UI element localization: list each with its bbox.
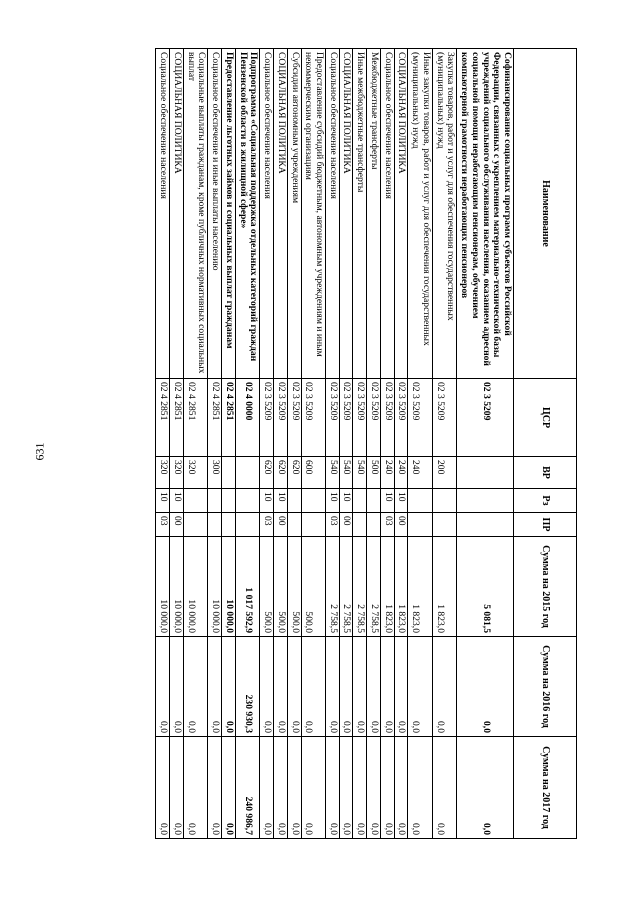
row-sum-2015-cell: 500,0 bbox=[287, 537, 301, 637]
row-vr-cell: 540 bbox=[325, 457, 339, 489]
row-sum-2017-cell: 0,0 bbox=[170, 737, 184, 839]
row-rz-cell bbox=[222, 489, 236, 513]
row-rz-cell bbox=[183, 489, 207, 513]
table-row bbox=[394, 49, 408, 839]
table-row bbox=[367, 49, 381, 839]
row-sum-2016-cell: 0,0 bbox=[325, 637, 339, 737]
row-vr-cell bbox=[222, 457, 236, 489]
row-sum-2017-cell: 0,0 bbox=[208, 737, 222, 839]
row-vr-cell bbox=[457, 457, 514, 489]
row-csr-cell: 02 4 2851 bbox=[156, 379, 170, 457]
row-sum-2016-cell: 0,0 bbox=[156, 637, 170, 737]
row-csr-cell: 02 3 5209 bbox=[432, 379, 456, 457]
row-vr-cell: 320 bbox=[183, 457, 207, 489]
row-pr-cell: 03 bbox=[260, 513, 274, 537]
budget-table bbox=[155, 48, 577, 839]
row-sum-2015-cell: 1 017 592,9 bbox=[235, 537, 259, 637]
row-sum-2016-cell: 230 930,3 bbox=[235, 637, 259, 737]
table-row bbox=[156, 49, 170, 839]
row-sum-2017-cell: 0,0 bbox=[222, 737, 236, 839]
row-vr-cell: 540 bbox=[339, 457, 353, 489]
row-rz-cell bbox=[408, 489, 432, 513]
row-pr-cell: 00 bbox=[274, 513, 288, 537]
row-name-cell: Софинансирование социальных программ субъектов Российской Федерации, связанных с укреплением материально-технической базы учреждений социального обслуживания населения, оказанием адресной социальной помощи неработающим пенсионерам, обучением компьютерной грамотности неработающих пенсионеров bbox=[457, 49, 514, 379]
row-sum-2017-cell: 0,0 bbox=[156, 737, 170, 839]
row-sum-2015-cell: 2 758,5 bbox=[325, 537, 339, 637]
row-csr-cell: 02 3 5209 bbox=[380, 379, 394, 457]
row-sum-2017-cell: 0,0 bbox=[457, 737, 514, 839]
row-rz-cell bbox=[208, 489, 222, 513]
row-rz-cell bbox=[457, 489, 514, 513]
row-name-cell: Субсидии автономным учреждениям bbox=[287, 49, 301, 379]
row-sum-2017-cell: 0,0 bbox=[274, 737, 288, 839]
row-sum-2016-cell: 0,0 bbox=[274, 637, 288, 737]
row-name-cell: Предоставление субсидий бюджетным, автономным учреждениям и иным некоммерческим организациям bbox=[301, 49, 325, 379]
row-name-cell: Социальное обеспечение населения bbox=[325, 49, 339, 379]
row-vr-cell: 240 bbox=[380, 457, 394, 489]
row-sum-2015-cell: 10 000,0 bbox=[208, 537, 222, 637]
row-pr-cell: 00 bbox=[394, 513, 408, 537]
row-sum-2015-cell: 1 823,0 bbox=[408, 537, 432, 637]
row-csr-cell: 02 4 2851 bbox=[183, 379, 207, 457]
row-sum-2017-cell: 0,0 bbox=[301, 737, 325, 839]
row-pr-cell bbox=[301, 513, 325, 537]
row-sum-2017-cell: 0,0 bbox=[339, 737, 353, 839]
row-sum-2017-cell: 0,0 bbox=[260, 737, 274, 839]
row-csr-cell: 02 3 5209 bbox=[274, 379, 288, 457]
row-sum-2017-cell: 0,0 bbox=[394, 737, 408, 839]
row-sum-2017-cell: 240 986,7 bbox=[235, 737, 259, 839]
row-name-cell: Межбюджетные трансферты bbox=[367, 49, 381, 379]
table-row bbox=[183, 49, 207, 839]
header-csr: ЦСР bbox=[514, 379, 577, 457]
row-pr-cell bbox=[208, 513, 222, 537]
header-name: Наименование bbox=[514, 49, 577, 379]
row-sum-2015-cell: 5 081,5 bbox=[457, 537, 514, 637]
row-name-cell: СОЦИАЛЬНАЯ ПОЛИТИКА bbox=[394, 49, 408, 379]
row-rz-cell bbox=[353, 489, 367, 513]
row-sum-2016-cell: 0,0 bbox=[301, 637, 325, 737]
row-vr-cell: 600 bbox=[301, 457, 325, 489]
row-pr-cell: 00 bbox=[170, 513, 184, 537]
row-name-cell: Иные межбюджетные трансферты bbox=[353, 49, 367, 379]
row-pr-cell bbox=[183, 513, 207, 537]
row-sum-2015-cell: 500,0 bbox=[274, 537, 288, 637]
table-row bbox=[380, 49, 394, 839]
row-sum-2017-cell: 0,0 bbox=[287, 737, 301, 839]
row-vr-cell: 320 bbox=[156, 457, 170, 489]
row-sum-2016-cell: 0,0 bbox=[380, 637, 394, 737]
table-row bbox=[353, 49, 367, 839]
table-row bbox=[208, 49, 222, 839]
row-pr-cell: 00 bbox=[339, 513, 353, 537]
header-rz: Рз bbox=[514, 489, 577, 513]
row-sum-2015-cell: 500,0 bbox=[301, 537, 325, 637]
row-rz-cell: 10 bbox=[339, 489, 353, 513]
row-vr-cell: 620 bbox=[274, 457, 288, 489]
table-row bbox=[457, 49, 514, 839]
row-sum-2015-cell: 1 823,0 bbox=[394, 537, 408, 637]
table-row bbox=[339, 49, 353, 839]
row-rz-cell: 10 bbox=[394, 489, 408, 513]
row-rz-cell bbox=[235, 489, 259, 513]
table-header-row bbox=[514, 49, 577, 839]
row-csr-cell: 02 4 2851 bbox=[170, 379, 184, 457]
rotated-page-content bbox=[155, 48, 577, 838]
row-rz-cell: 10 bbox=[260, 489, 274, 513]
row-pr-cell bbox=[353, 513, 367, 537]
row-sum-2016-cell: 0,0 bbox=[339, 637, 353, 737]
header-pr: ПР bbox=[514, 513, 577, 537]
row-name-cell: Социальные выплаты гражданам, кроме публичных нормативных социальных выплат bbox=[183, 49, 207, 379]
row-sum-2015-cell: 1 823,0 bbox=[432, 537, 456, 637]
row-vr-cell: 620 bbox=[260, 457, 274, 489]
row-sum-2015-cell: 10 000,0 bbox=[183, 537, 207, 637]
row-pr-cell: 03 bbox=[325, 513, 339, 537]
row-sum-2016-cell: 0,0 bbox=[260, 637, 274, 737]
row-sum-2016-cell: 0,0 bbox=[287, 637, 301, 737]
row-vr-cell: 200 bbox=[432, 457, 456, 489]
table-row bbox=[235, 49, 259, 839]
row-sum-2016-cell: 0,0 bbox=[208, 637, 222, 737]
row-pr-cell bbox=[235, 513, 259, 537]
row-sum-2015-cell: 2 758,5 bbox=[367, 537, 381, 637]
row-csr-cell: 02 3 5209 bbox=[260, 379, 274, 457]
row-rz-cell: 10 bbox=[380, 489, 394, 513]
row-name-cell: Социальное обеспечение и иные выплаты населению bbox=[208, 49, 222, 379]
row-sum-2017-cell: 0,0 bbox=[380, 737, 394, 839]
row-pr-cell bbox=[457, 513, 514, 537]
row-pr-cell bbox=[408, 513, 432, 537]
row-name-cell: Социальное обеспечение населения bbox=[156, 49, 170, 379]
row-csr-cell: 02 4 0000 bbox=[235, 379, 259, 457]
table-row bbox=[432, 49, 456, 839]
row-name-cell: Иные закупки товаров, работ и услуг для обеспечения государственных (муниципальных) нужд bbox=[408, 49, 432, 379]
row-pr-cell bbox=[222, 513, 236, 537]
row-name-cell: СОЦИАЛЬНАЯ ПОЛИТИКА bbox=[274, 49, 288, 379]
row-name-cell: Подпрограмма «Социальная поддержка отдельных категорий граждан Пензенской области в жилищной сфере» bbox=[235, 49, 259, 379]
table-row bbox=[274, 49, 288, 839]
row-sum-2016-cell: 0,0 bbox=[183, 637, 207, 737]
row-sum-2015-cell: 10 000,0 bbox=[170, 537, 184, 637]
row-sum-2015-cell: 2 758,5 bbox=[353, 537, 367, 637]
row-sum-2015-cell: 10 000,0 bbox=[156, 537, 170, 637]
row-rz-cell bbox=[301, 489, 325, 513]
row-name-cell: Закупка товаров, работ и услуг для обеспечения государственных (муниципальных) нужд bbox=[432, 49, 456, 379]
row-pr-cell: 03 bbox=[156, 513, 170, 537]
row-csr-cell: 02 3 5209 bbox=[287, 379, 301, 457]
row-sum-2016-cell: 0,0 bbox=[394, 637, 408, 737]
row-pr-cell bbox=[287, 513, 301, 537]
row-vr-cell: 500 bbox=[367, 457, 381, 489]
row-sum-2016-cell: 0,0 bbox=[222, 637, 236, 737]
row-csr-cell: 02 3 5209 bbox=[325, 379, 339, 457]
row-pr-cell bbox=[432, 513, 456, 537]
row-csr-cell: 02 3 5209 bbox=[408, 379, 432, 457]
row-sum-2017-cell: 0,0 bbox=[353, 737, 367, 839]
row-csr-cell: 02 3 5209 bbox=[457, 379, 514, 457]
row-sum-2016-cell: 0,0 bbox=[353, 637, 367, 737]
row-sum-2017-cell: 0,0 bbox=[432, 737, 456, 839]
row-vr-cell: 240 bbox=[408, 457, 432, 489]
row-rz-cell: 10 bbox=[325, 489, 339, 513]
table-row bbox=[301, 49, 325, 839]
row-csr-cell: 02 4 2851 bbox=[208, 379, 222, 457]
row-name-cell: СОЦИАЛЬНАЯ ПОЛИТИКА bbox=[339, 49, 353, 379]
row-rz-cell: 10 bbox=[274, 489, 288, 513]
row-rz-cell bbox=[287, 489, 301, 513]
row-sum-2016-cell: 0,0 bbox=[170, 637, 184, 737]
row-rz-cell: 10 bbox=[170, 489, 184, 513]
row-vr-cell: 540 bbox=[353, 457, 367, 489]
row-name-cell: Предоставление льготных займов и социальных выплат гражданам bbox=[222, 49, 236, 379]
row-rz-cell: 10 bbox=[156, 489, 170, 513]
row-sum-2016-cell: 0,0 bbox=[457, 637, 514, 737]
page-number: 631 bbox=[32, 442, 47, 461]
row-sum-2015-cell: 500,0 bbox=[260, 537, 274, 637]
row-csr-cell: 02 3 5209 bbox=[367, 379, 381, 457]
row-rz-cell bbox=[432, 489, 456, 513]
row-vr-cell bbox=[235, 457, 259, 489]
row-vr-cell: 320 bbox=[170, 457, 184, 489]
row-csr-cell: 02 4 2851 bbox=[222, 379, 236, 457]
row-sum-2017-cell: 0,0 bbox=[325, 737, 339, 839]
row-sum-2016-cell: 0,0 bbox=[432, 637, 456, 737]
row-pr-cell: 03 bbox=[380, 513, 394, 537]
header-sum-2016: Сумма на 2016 год bbox=[514, 637, 577, 737]
row-csr-cell: 02 3 5209 bbox=[353, 379, 367, 457]
row-pr-cell bbox=[367, 513, 381, 537]
row-name-cell: Социальное обеспечение населения bbox=[380, 49, 394, 379]
row-rz-cell bbox=[367, 489, 381, 513]
row-name-cell: Социальное обеспечение населения bbox=[260, 49, 274, 379]
table-row bbox=[170, 49, 184, 839]
table-row bbox=[222, 49, 236, 839]
row-sum-2016-cell: 0,0 bbox=[408, 637, 432, 737]
row-name-cell: СОЦИАЛЬНАЯ ПОЛИТИКА bbox=[170, 49, 184, 379]
table-row bbox=[287, 49, 301, 839]
table-row bbox=[260, 49, 274, 839]
table-row bbox=[325, 49, 339, 839]
row-sum-2017-cell: 0,0 bbox=[367, 737, 381, 839]
row-vr-cell: 240 bbox=[394, 457, 408, 489]
header-sum-2015: Сумма на 2015 год bbox=[514, 537, 577, 637]
table-row bbox=[408, 49, 432, 839]
row-sum-2017-cell: 0,0 bbox=[408, 737, 432, 839]
row-vr-cell: 300 bbox=[208, 457, 222, 489]
row-sum-2017-cell: 0,0 bbox=[183, 737, 207, 839]
row-sum-2016-cell: 0,0 bbox=[367, 637, 381, 737]
row-sum-2015-cell: 10 000,0 bbox=[222, 537, 236, 637]
row-vr-cell: 620 bbox=[287, 457, 301, 489]
row-csr-cell: 02 3 5209 bbox=[339, 379, 353, 457]
row-sum-2015-cell: 1 823,0 bbox=[380, 537, 394, 637]
row-sum-2015-cell: 2 758,5 bbox=[339, 537, 353, 637]
header-sum-2017: Сумма на 2017 год bbox=[514, 737, 577, 839]
row-csr-cell: 02 3 5209 bbox=[394, 379, 408, 457]
row-csr-cell: 02 3 5209 bbox=[301, 379, 325, 457]
header-vr: ВР bbox=[514, 457, 577, 489]
